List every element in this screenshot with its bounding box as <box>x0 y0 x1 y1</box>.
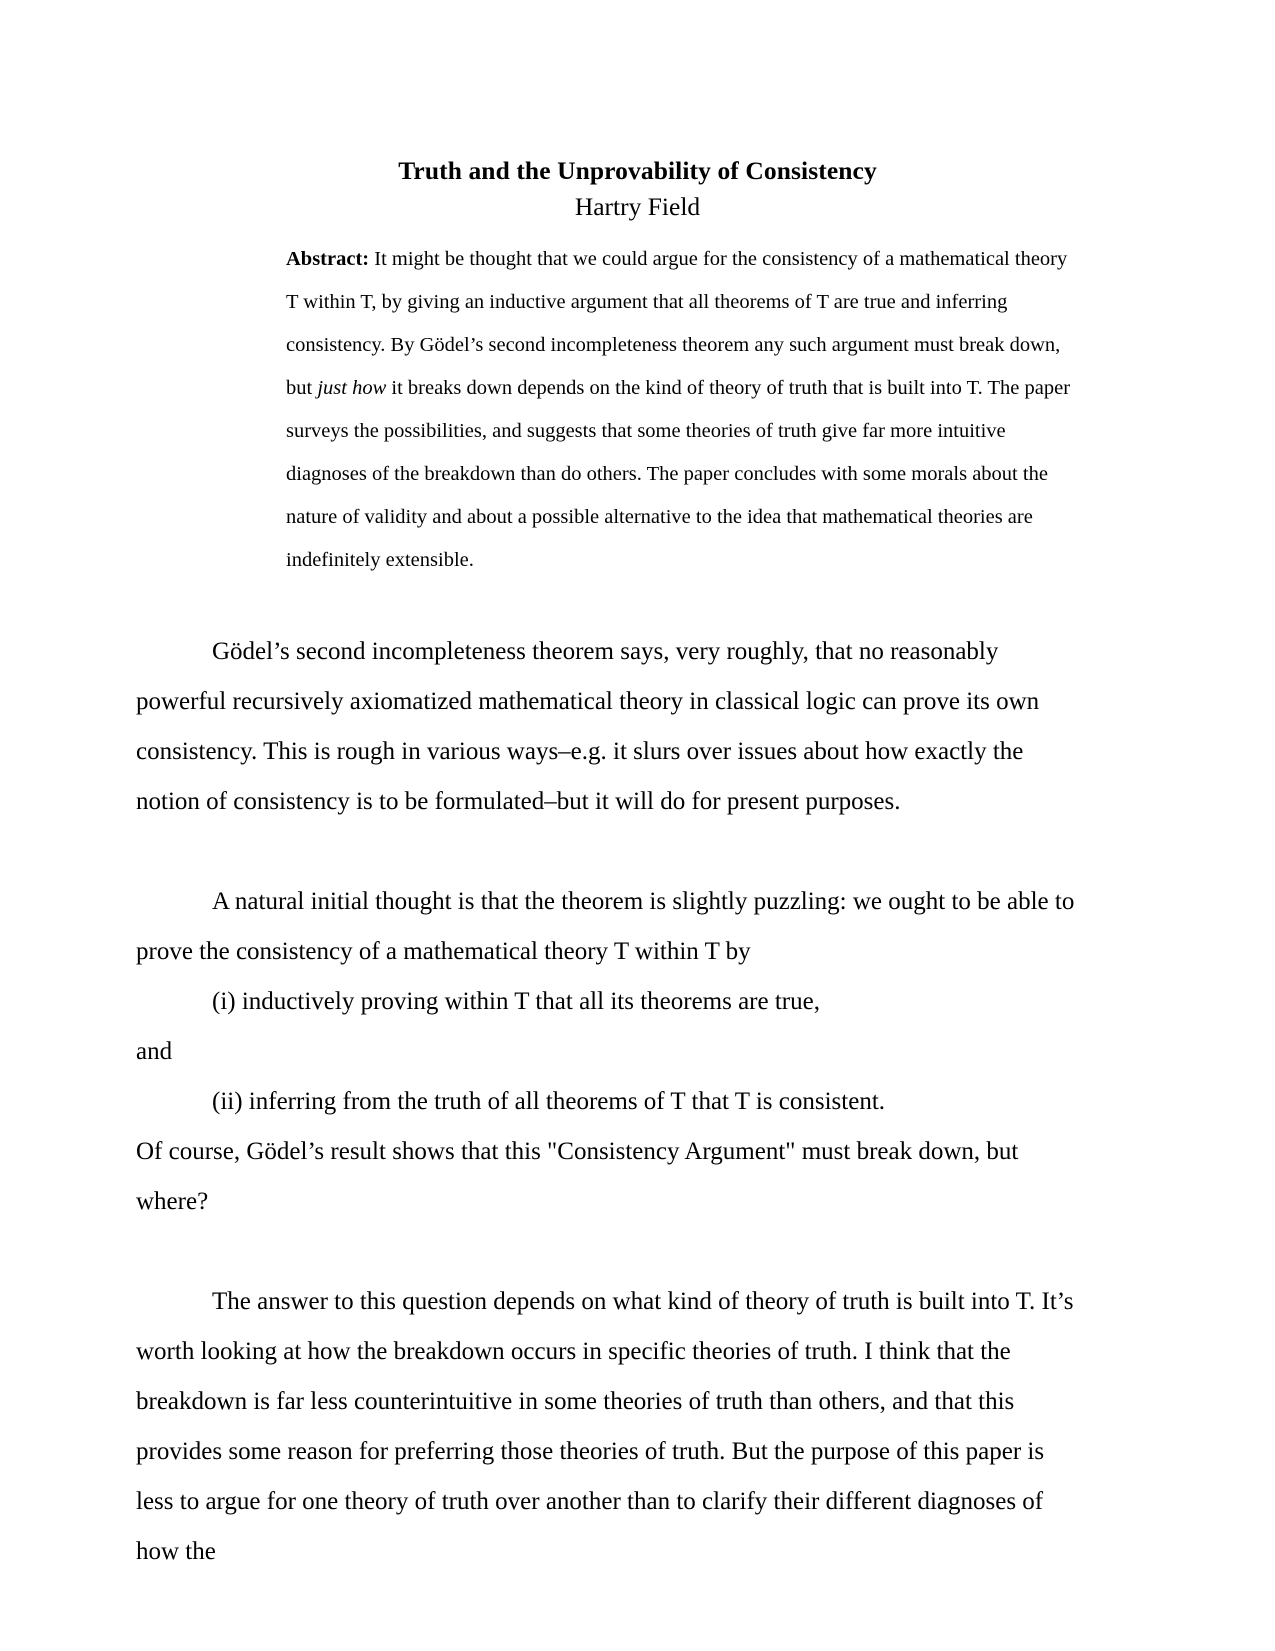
body-paragraph-1: Gödel’s second incompleteness theorem says, very roughly, that no reasonably powerful recursively axiomatized mathematical theory in classical logic can prove its own consistency. This is rough in various ways‒e.g. it slurs over issues about how exactly the notion of consistency is to be formulated‒but it will do for present purposes. <box>136 638 1040 815</box>
body-paragraph-2: A natural initial thought is that the theorem is slightly puzzling: we ought to be able to prove the consistency of a mathematical theory T within T by <box>136 888 1075 965</box>
body-content <box>136 627 1076 1577</box>
paragraph-spacer-1 <box>136 827 1076 877</box>
page-title: Truth and the Unprovability of Consistency <box>398 156 877 186</box>
abstract-text-part-2: it breaks down depends on the kind of theory of truth that is built into T. The paper surveys the possibilities, and suggests that some theories of truth give far more intuitive diagnoses of the breakdown than do others. The paper concludes with some morals about the nature of validity and about a possible alternative to the idea that mathematical theories are indefinitely extensible. <box>286 377 1071 571</box>
body-paragraph-3: The answer to this question depends on what kind of theory of truth is built into T. It’s worth looking at how the breakdown occurs in specific theories of truth. I think that the breakdown is far less counterintuitive in some theories of truth than others, and that this provides some reason for preferring those theories of truth. But the purpose of this paper is less to argue for one theory of truth over another than to clarify their different diagnoses of how the <box>136 1288 1074 1565</box>
abstract-section <box>286 238 1072 582</box>
closing-line: Of course, Gödel’s result shows that this "Consistency Argument" must break down, but where? <box>136 1138 1019 1215</box>
author-name: Hartry Field <box>574 192 701 221</box>
abstract-label: Abstract: <box>286 248 370 270</box>
abstract-text-part-1: It might be thought that we could argue for the consistency of a mathematical theory T within T, by giving an inductive argument that all theorems of T are true and inferring consistency. By Gödel’s second incompleteness theorem any such argument must break down, but <box>286 248 1068 399</box>
list-item-ii: (ii) inferring from the truth of all theorems of T that T is consistent. <box>212 1088 886 1115</box>
abstract-italic-phrase: just how <box>317 377 387 399</box>
list-conjunction-and: and <box>136 1038 173 1065</box>
paragraph-spacer-2 <box>136 1227 1076 1277</box>
list-item-i: (i) inductively proving within T that all its theorems are true, <box>212 988 820 1015</box>
